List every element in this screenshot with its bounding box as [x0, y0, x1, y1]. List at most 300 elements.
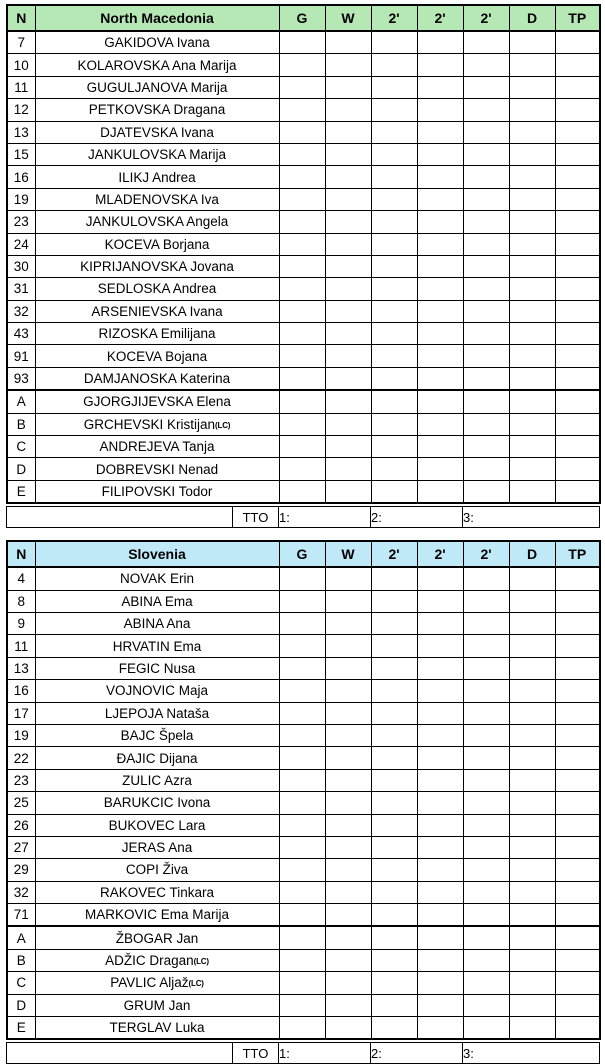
cell-warnings[interactable] — [325, 769, 371, 791]
cell-susp-3[interactable] — [463, 949, 509, 971]
cell-disq[interactable] — [509, 211, 555, 233]
cell-goals[interactable] — [279, 657, 325, 679]
tto-slot-3[interactable]: 3: — [463, 1043, 600, 1064]
cell-tp[interactable] — [555, 436, 600, 458]
cell-susp-2[interactable] — [417, 99, 463, 121]
cell-susp-1[interactable] — [371, 859, 417, 881]
cell-susp-3[interactable] — [463, 680, 509, 702]
cell-disq[interactable] — [509, 458, 555, 480]
cell-disq[interactable] — [509, 1017, 555, 1040]
cell-warnings[interactable] — [325, 612, 371, 634]
cell-warnings[interactable] — [325, 233, 371, 255]
cell-tp[interactable] — [555, 1017, 600, 1040]
cell-disq[interactable] — [509, 972, 555, 994]
cell-goals[interactable] — [279, 255, 325, 277]
cell-warnings[interactable] — [325, 590, 371, 612]
cell-warnings[interactable] — [325, 31, 371, 54]
cell-susp-3[interactable] — [463, 413, 509, 435]
cell-disq[interactable] — [509, 413, 555, 435]
cell-tp[interactable] — [555, 792, 600, 814]
cell-susp-2[interactable] — [417, 390, 463, 413]
cell-tp[interactable] — [555, 480, 600, 503]
tto-slot-3[interactable]: 3: — [463, 507, 600, 528]
cell-disq[interactable] — [509, 233, 555, 255]
cell-tp[interactable] — [555, 345, 600, 367]
cell-susp-2[interactable] — [417, 480, 463, 503]
cell-disq[interactable] — [509, 345, 555, 367]
cell-tp[interactable] — [555, 814, 600, 836]
cell-susp-2[interactable] — [417, 994, 463, 1016]
cell-tp[interactable] — [555, 413, 600, 435]
cell-tp[interactable] — [555, 836, 600, 858]
cell-warnings[interactable] — [325, 881, 371, 903]
cell-disq[interactable] — [509, 121, 555, 143]
cell-susp-1[interactable] — [371, 233, 417, 255]
cell-disq[interactable] — [509, 54, 555, 76]
cell-susp-2[interactable] — [417, 345, 463, 367]
cell-susp-3[interactable] — [463, 702, 509, 724]
cell-warnings[interactable] — [325, 814, 371, 836]
cell-susp-3[interactable] — [463, 859, 509, 881]
cell-goals[interactable] — [279, 836, 325, 858]
cell-susp-1[interactable] — [371, 255, 417, 277]
cell-tp[interactable] — [555, 881, 600, 903]
cell-susp-3[interactable] — [463, 99, 509, 121]
cell-susp-2[interactable] — [417, 949, 463, 971]
cell-goals[interactable] — [279, 567, 325, 590]
cell-susp-1[interactable] — [371, 949, 417, 971]
cell-susp-3[interactable] — [463, 881, 509, 903]
cell-susp-3[interactable] — [463, 458, 509, 480]
cell-goals[interactable] — [279, 814, 325, 836]
cell-tp[interactable] — [555, 233, 600, 255]
cell-tp[interactable] — [555, 680, 600, 702]
cell-susp-1[interactable] — [371, 926, 417, 949]
cell-disq[interactable] — [509, 635, 555, 657]
cell-warnings[interactable] — [325, 859, 371, 881]
cell-disq[interactable] — [509, 166, 555, 188]
cell-susp-1[interactable] — [371, 1017, 417, 1040]
cell-susp-2[interactable] — [417, 323, 463, 345]
cell-susp-1[interactable] — [371, 836, 417, 858]
cell-warnings[interactable] — [325, 1017, 371, 1040]
cell-tp[interactable] — [555, 31, 600, 54]
cell-susp-1[interactable] — [371, 567, 417, 590]
cell-disq[interactable] — [509, 814, 555, 836]
cell-warnings[interactable] — [325, 413, 371, 435]
cell-susp-1[interactable] — [371, 972, 417, 994]
cell-susp-3[interactable] — [463, 121, 509, 143]
cell-susp-2[interactable] — [417, 859, 463, 881]
cell-susp-1[interactable] — [371, 680, 417, 702]
cell-disq[interactable] — [509, 480, 555, 503]
cell-susp-3[interactable] — [463, 724, 509, 746]
cell-tp[interactable] — [555, 657, 600, 679]
cell-tp[interactable] — [555, 300, 600, 322]
cell-susp-1[interactable] — [371, 881, 417, 903]
cell-warnings[interactable] — [325, 724, 371, 746]
cell-susp-1[interactable] — [371, 814, 417, 836]
cell-warnings[interactable] — [325, 54, 371, 76]
cell-disq[interactable] — [509, 390, 555, 413]
cell-goals[interactable] — [279, 480, 325, 503]
cell-tp[interactable] — [555, 747, 600, 769]
cell-susp-3[interactable] — [463, 166, 509, 188]
cell-warnings[interactable] — [325, 99, 371, 121]
cell-susp-2[interactable] — [417, 926, 463, 949]
cell-warnings[interactable] — [325, 121, 371, 143]
cell-warnings[interactable] — [325, 994, 371, 1016]
cell-disq[interactable] — [509, 994, 555, 1016]
cell-susp-3[interactable] — [463, 994, 509, 1016]
cell-susp-3[interactable] — [463, 278, 509, 300]
cell-susp-3[interactable] — [463, 836, 509, 858]
cell-goals[interactable] — [279, 612, 325, 634]
cell-susp-2[interactable] — [417, 413, 463, 435]
cell-warnings[interactable] — [325, 166, 371, 188]
cell-susp-2[interactable] — [417, 792, 463, 814]
cell-susp-3[interactable] — [463, 367, 509, 390]
cell-tp[interactable] — [555, 458, 600, 480]
cell-susp-1[interactable] — [371, 747, 417, 769]
cell-disq[interactable] — [509, 769, 555, 791]
cell-susp-3[interactable] — [463, 211, 509, 233]
cell-susp-2[interactable] — [417, 904, 463, 927]
cell-disq[interactable] — [509, 747, 555, 769]
cell-susp-2[interactable] — [417, 367, 463, 390]
cell-goals[interactable] — [279, 188, 325, 210]
cell-warnings[interactable] — [325, 747, 371, 769]
cell-tp[interactable] — [555, 769, 600, 791]
cell-disq[interactable] — [509, 792, 555, 814]
cell-susp-3[interactable] — [463, 143, 509, 165]
cell-goals[interactable] — [279, 278, 325, 300]
cell-goals[interactable] — [279, 1017, 325, 1040]
cell-goals[interactable] — [279, 792, 325, 814]
cell-warnings[interactable] — [325, 143, 371, 165]
cell-disq[interactable] — [509, 143, 555, 165]
cell-susp-2[interactable] — [417, 657, 463, 679]
cell-susp-1[interactable] — [371, 413, 417, 435]
cell-goals[interactable] — [279, 904, 325, 927]
cell-tp[interactable] — [555, 76, 600, 98]
cell-goals[interactable] — [279, 458, 325, 480]
cell-susp-1[interactable] — [371, 724, 417, 746]
cell-goals[interactable] — [279, 436, 325, 458]
cell-warnings[interactable] — [325, 792, 371, 814]
cell-susp-2[interactable] — [417, 143, 463, 165]
cell-susp-3[interactable] — [463, 926, 509, 949]
cell-warnings[interactable] — [325, 390, 371, 413]
cell-goals[interactable] — [279, 747, 325, 769]
cell-susp-1[interactable] — [371, 612, 417, 634]
cell-tp[interactable] — [555, 367, 600, 390]
cell-disq[interactable] — [509, 881, 555, 903]
cell-susp-2[interactable] — [417, 881, 463, 903]
cell-warnings[interactable] — [325, 972, 371, 994]
cell-susp-2[interactable] — [417, 567, 463, 590]
cell-susp-3[interactable] — [463, 480, 509, 503]
cell-susp-2[interactable] — [417, 635, 463, 657]
cell-goals[interactable] — [279, 323, 325, 345]
cell-susp-1[interactable] — [371, 769, 417, 791]
cell-goals[interactable] — [279, 590, 325, 612]
cell-tp[interactable] — [555, 859, 600, 881]
cell-warnings[interactable] — [325, 458, 371, 480]
cell-susp-2[interactable] — [417, 836, 463, 858]
cell-susp-3[interactable] — [463, 747, 509, 769]
cell-tp[interactable] — [555, 143, 600, 165]
cell-susp-2[interactable] — [417, 814, 463, 836]
cell-susp-1[interactable] — [371, 166, 417, 188]
cell-tp[interactable] — [555, 972, 600, 994]
cell-warnings[interactable] — [325, 367, 371, 390]
cell-goals[interactable] — [279, 949, 325, 971]
cell-tp[interactable] — [555, 635, 600, 657]
cell-goals[interactable] — [279, 881, 325, 903]
cell-susp-1[interactable] — [371, 76, 417, 98]
cell-susp-3[interactable] — [463, 31, 509, 54]
cell-tp[interactable] — [555, 567, 600, 590]
cell-warnings[interactable] — [325, 480, 371, 503]
cell-warnings[interactable] — [325, 255, 371, 277]
cell-disq[interactable] — [509, 590, 555, 612]
cell-susp-2[interactable] — [417, 76, 463, 98]
cell-goals[interactable] — [279, 972, 325, 994]
cell-susp-1[interactable] — [371, 436, 417, 458]
cell-warnings[interactable] — [325, 680, 371, 702]
cell-disq[interactable] — [509, 99, 555, 121]
cell-susp-1[interactable] — [371, 480, 417, 503]
cell-susp-3[interactable] — [463, 1017, 509, 1040]
cell-susp-3[interactable] — [463, 792, 509, 814]
cell-susp-1[interactable] — [371, 31, 417, 54]
cell-warnings[interactable] — [325, 657, 371, 679]
cell-susp-1[interactable] — [371, 54, 417, 76]
cell-susp-3[interactable] — [463, 76, 509, 98]
cell-goals[interactable] — [279, 76, 325, 98]
cell-susp-3[interactable] — [463, 972, 509, 994]
cell-disq[interactable] — [509, 657, 555, 679]
cell-susp-2[interactable] — [417, 31, 463, 54]
cell-susp-1[interactable] — [371, 345, 417, 367]
cell-disq[interactable] — [509, 436, 555, 458]
cell-susp-1[interactable] — [371, 904, 417, 927]
cell-susp-3[interactable] — [463, 814, 509, 836]
tto-slot-1[interactable]: 1: — [279, 1043, 371, 1064]
cell-disq[interactable] — [509, 76, 555, 98]
cell-susp-2[interactable] — [417, 436, 463, 458]
cell-warnings[interactable] — [325, 702, 371, 724]
cell-tp[interactable] — [555, 926, 600, 949]
cell-goals[interactable] — [279, 121, 325, 143]
cell-susp-2[interactable] — [417, 1017, 463, 1040]
cell-tp[interactable] — [555, 278, 600, 300]
tto-slot-2[interactable]: 2: — [371, 1043, 463, 1064]
cell-disq[interactable] — [509, 680, 555, 702]
cell-susp-3[interactable] — [463, 233, 509, 255]
cell-susp-1[interactable] — [371, 367, 417, 390]
cell-goals[interactable] — [279, 635, 325, 657]
cell-warnings[interactable] — [325, 211, 371, 233]
cell-warnings[interactable] — [325, 436, 371, 458]
cell-susp-2[interactable] — [417, 680, 463, 702]
cell-susp-2[interactable] — [417, 747, 463, 769]
cell-tp[interactable] — [555, 994, 600, 1016]
cell-disq[interactable] — [509, 724, 555, 746]
cell-goals[interactable] — [279, 680, 325, 702]
cell-susp-2[interactable] — [417, 255, 463, 277]
cell-susp-3[interactable] — [463, 657, 509, 679]
cell-warnings[interactable] — [325, 278, 371, 300]
cell-disq[interactable] — [509, 612, 555, 634]
cell-goals[interactable] — [279, 143, 325, 165]
cell-susp-2[interactable] — [417, 972, 463, 994]
cell-goals[interactable] — [279, 926, 325, 949]
cell-warnings[interactable] — [325, 567, 371, 590]
cell-tp[interactable] — [555, 188, 600, 210]
cell-susp-1[interactable] — [371, 657, 417, 679]
cell-susp-3[interactable] — [463, 255, 509, 277]
cell-goals[interactable] — [279, 166, 325, 188]
cell-goals[interactable] — [279, 859, 325, 881]
cell-goals[interactable] — [279, 54, 325, 76]
cell-disq[interactable] — [509, 300, 555, 322]
cell-goals[interactable] — [279, 99, 325, 121]
cell-warnings[interactable] — [325, 836, 371, 858]
cell-susp-3[interactable] — [463, 345, 509, 367]
cell-tp[interactable] — [555, 166, 600, 188]
cell-susp-1[interactable] — [371, 99, 417, 121]
cell-tp[interactable] — [555, 323, 600, 345]
cell-susp-2[interactable] — [417, 458, 463, 480]
cell-warnings[interactable] — [325, 904, 371, 927]
cell-tp[interactable] — [555, 612, 600, 634]
cell-susp-3[interactable] — [463, 300, 509, 322]
cell-susp-1[interactable] — [371, 458, 417, 480]
cell-susp-3[interactable] — [463, 390, 509, 413]
cell-tp[interactable] — [555, 949, 600, 971]
cell-susp-1[interactable] — [371, 635, 417, 657]
cell-susp-2[interactable] — [417, 278, 463, 300]
tto-slot-1[interactable]: 1: — [279, 507, 371, 528]
cell-warnings[interactable] — [325, 949, 371, 971]
cell-disq[interactable] — [509, 904, 555, 927]
cell-susp-1[interactable] — [371, 121, 417, 143]
cell-tp[interactable] — [555, 211, 600, 233]
cell-disq[interactable] — [509, 926, 555, 949]
cell-susp-3[interactable] — [463, 904, 509, 927]
cell-susp-2[interactable] — [417, 300, 463, 322]
cell-goals[interactable] — [279, 31, 325, 54]
cell-warnings[interactable] — [325, 345, 371, 367]
cell-susp-2[interactable] — [417, 233, 463, 255]
cell-tp[interactable] — [555, 590, 600, 612]
cell-tp[interactable] — [555, 121, 600, 143]
cell-susp-2[interactable] — [417, 612, 463, 634]
cell-tp[interactable] — [555, 702, 600, 724]
cell-warnings[interactable] — [325, 188, 371, 210]
cell-goals[interactable] — [279, 345, 325, 367]
cell-susp-2[interactable] — [417, 54, 463, 76]
cell-warnings[interactable] — [325, 300, 371, 322]
cell-susp-2[interactable] — [417, 590, 463, 612]
cell-goals[interactable] — [279, 390, 325, 413]
cell-warnings[interactable] — [325, 926, 371, 949]
cell-disq[interactable] — [509, 255, 555, 277]
cell-susp-1[interactable] — [371, 792, 417, 814]
cell-goals[interactable] — [279, 300, 325, 322]
cell-susp-2[interactable] — [417, 724, 463, 746]
cell-warnings[interactable] — [325, 76, 371, 98]
cell-susp-2[interactable] — [417, 166, 463, 188]
cell-susp-1[interactable] — [371, 323, 417, 345]
cell-susp-2[interactable] — [417, 769, 463, 791]
cell-goals[interactable] — [279, 994, 325, 1016]
cell-susp-1[interactable] — [371, 211, 417, 233]
cell-goals[interactable] — [279, 413, 325, 435]
cell-tp[interactable] — [555, 255, 600, 277]
cell-susp-3[interactable] — [463, 769, 509, 791]
cell-susp-1[interactable] — [371, 278, 417, 300]
tto-slot-2[interactable]: 2: — [371, 507, 463, 528]
cell-goals[interactable] — [279, 724, 325, 746]
cell-disq[interactable] — [509, 702, 555, 724]
cell-disq[interactable] — [509, 367, 555, 390]
cell-disq[interactable] — [509, 949, 555, 971]
cell-susp-3[interactable] — [463, 612, 509, 634]
cell-susp-3[interactable] — [463, 323, 509, 345]
cell-susp-1[interactable] — [371, 143, 417, 165]
cell-susp-3[interactable] — [463, 436, 509, 458]
cell-susp-1[interactable] — [371, 188, 417, 210]
cell-disq[interactable] — [509, 31, 555, 54]
cell-susp-1[interactable] — [371, 390, 417, 413]
cell-disq[interactable] — [509, 323, 555, 345]
cell-warnings[interactable] — [325, 323, 371, 345]
cell-susp-2[interactable] — [417, 188, 463, 210]
cell-susp-1[interactable] — [371, 702, 417, 724]
cell-susp-1[interactable] — [371, 590, 417, 612]
cell-goals[interactable] — [279, 211, 325, 233]
cell-goals[interactable] — [279, 769, 325, 791]
cell-warnings[interactable] — [325, 635, 371, 657]
cell-tp[interactable] — [555, 54, 600, 76]
cell-susp-3[interactable] — [463, 188, 509, 210]
cell-disq[interactable] — [509, 278, 555, 300]
cell-disq[interactable] — [509, 859, 555, 881]
cell-goals[interactable] — [279, 233, 325, 255]
cell-susp-2[interactable] — [417, 121, 463, 143]
cell-disq[interactable] — [509, 567, 555, 590]
cell-tp[interactable] — [555, 390, 600, 413]
cell-susp-2[interactable] — [417, 211, 463, 233]
cell-goals[interactable] — [279, 367, 325, 390]
cell-susp-3[interactable] — [463, 635, 509, 657]
cell-tp[interactable] — [555, 99, 600, 121]
cell-susp-1[interactable] — [371, 300, 417, 322]
cell-tp[interactable] — [555, 724, 600, 746]
cell-susp-2[interactable] — [417, 702, 463, 724]
cell-susp-3[interactable] — [463, 54, 509, 76]
cell-susp-3[interactable] — [463, 590, 509, 612]
cell-goals[interactable] — [279, 702, 325, 724]
cell-susp-3[interactable] — [463, 567, 509, 590]
cell-disq[interactable] — [509, 836, 555, 858]
cell-susp-1[interactable] — [371, 994, 417, 1016]
cell-disq[interactable] — [509, 188, 555, 210]
cell-tp[interactable] — [555, 904, 600, 927]
